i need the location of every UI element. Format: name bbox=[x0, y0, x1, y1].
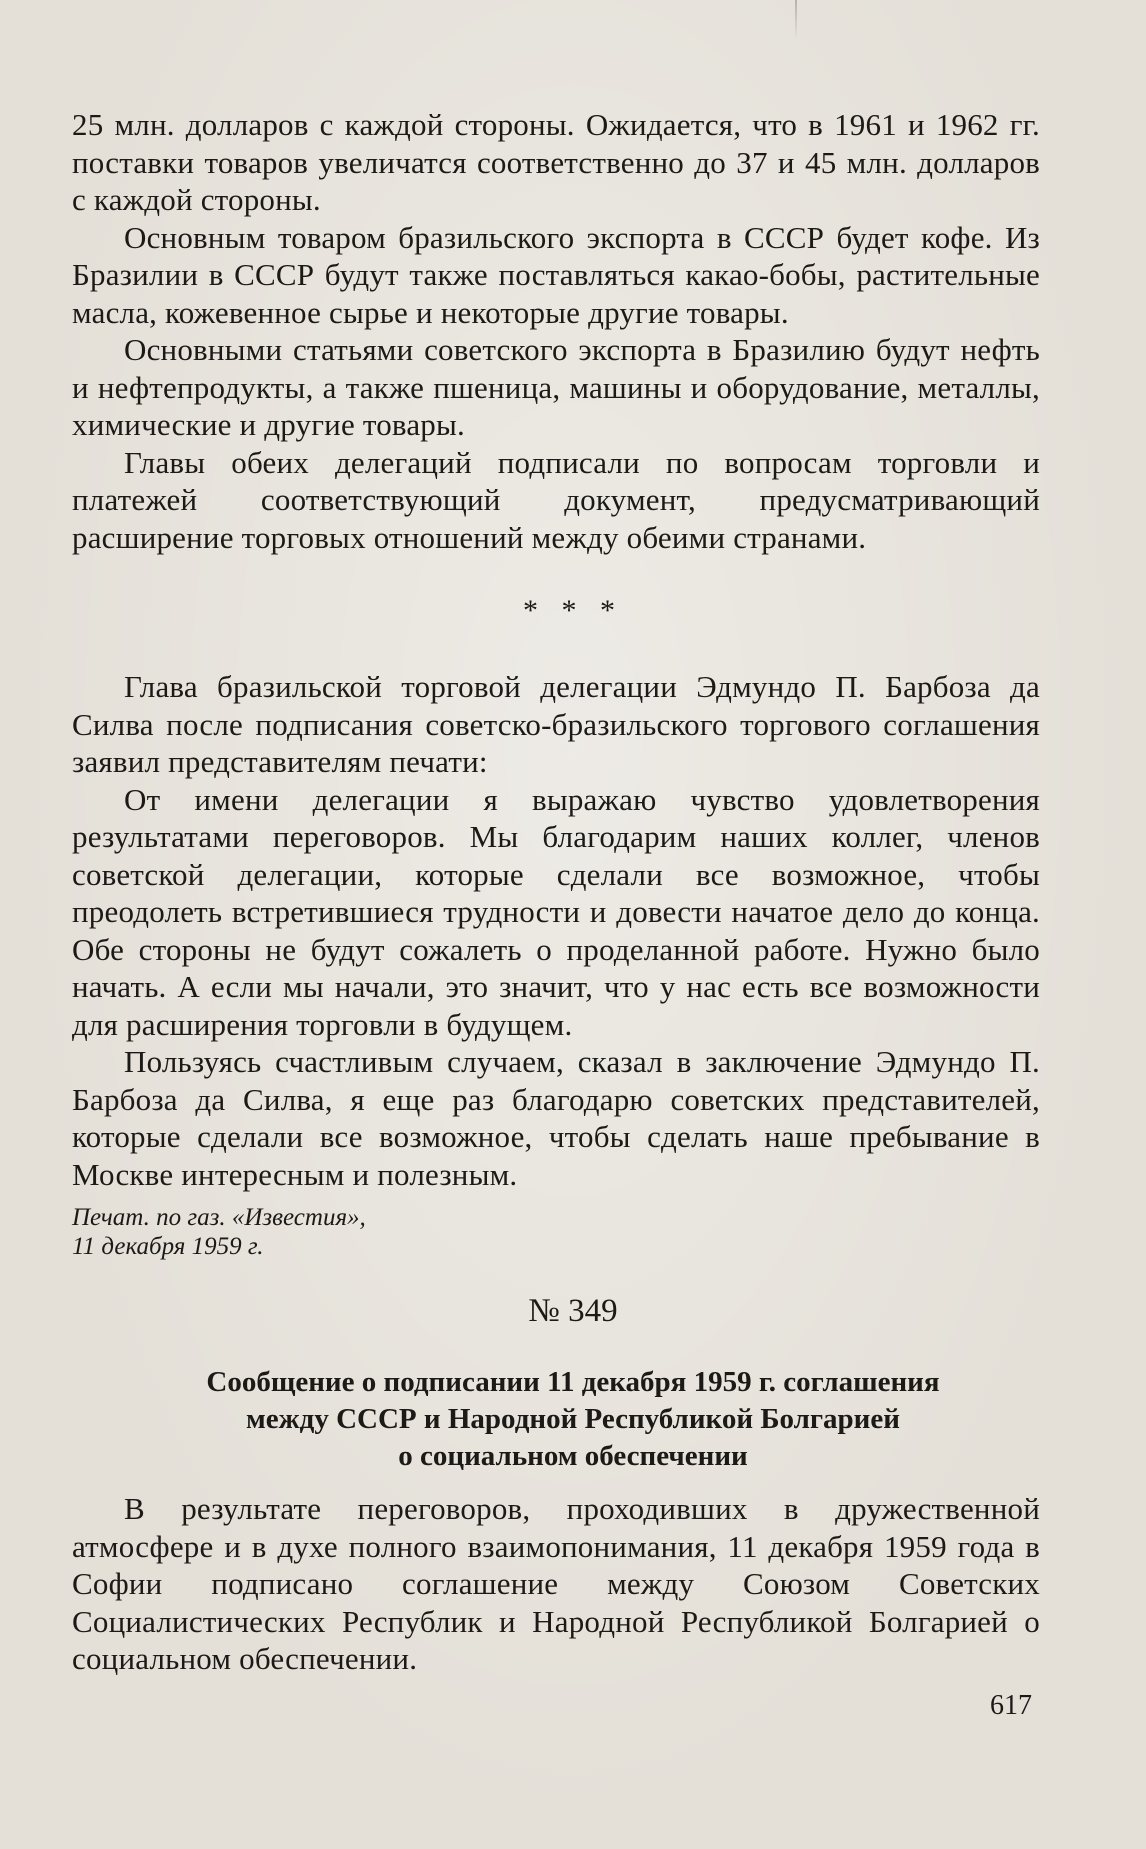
paragraph: Глава бразильской торговой делегации Эдмундо П. Барбоза да Силва после подписания советско-бразильского торгового соглашения заявил представителям печати: bbox=[72, 669, 1040, 779]
document-number: № 349 bbox=[528, 1293, 618, 1329]
paragraph: Главы обеих делегаций подписали по вопросам торговли и платежей соответствующий документ, предусматривающий расширение торговых отношений между обеими странами. bbox=[72, 444, 1040, 555]
source-citation bbox=[72, 1203, 366, 1261]
section-separator: * * * bbox=[523, 594, 623, 627]
document-title bbox=[90, 1364, 1056, 1475]
paragraph: Основным товаром бразильского экспорта в СССР будет кофе. Из Бразилии в СССР будут также поставляться какао-бобы, растительные масла, кожевенное сырье и некоторые другие товары. bbox=[72, 219, 1040, 330]
paragraph: В результате переговоров, проходивших в дружественной атмосфере и в духе полного взаимопонимания, 11 декабря 1959 года в Софии подписано соглашение между Союзом Советских Социалистических Республик и Народной Республикой Болгарией о социальном обеспечении. bbox=[72, 1491, 1040, 1676]
page-fold-mark bbox=[795, 0, 797, 40]
paragraph: 25 млн. долларов с каждой стороны. Ожидается, что в 1961 и 1962 гг. поставки товаров увеличатся соответственно до 37 и 45 млн. долларов с каждой стороны. bbox=[72, 107, 1040, 217]
source-date: 11 декабря 1959 г. bbox=[72, 1233, 264, 1260]
trade-agreement-text bbox=[72, 106, 1040, 556]
social-security-text bbox=[72, 1490, 1040, 1678]
page-number: 617 bbox=[990, 1690, 1032, 1721]
paragraph: Основными статьями советского экспорта в Бразилию будут нефть и нефтепродукты, а также пшеница, машины и оборудование, металлы, химические и другие товары. bbox=[72, 332, 1040, 442]
delegation-statement bbox=[72, 668, 1040, 1193]
paragraph: Пользуясь счастливым случаем, сказал в заключение Эдмундо П. Барбоза да Силва, я еще раз благодарю советских представителей, которые сделали все возможное, чтобы сделать наше пребывание в Москве интересным и полезным. bbox=[72, 1044, 1040, 1192]
source-line: Печат. по газ. «Известия», bbox=[72, 1204, 366, 1231]
title-line: Сообщение о подписании 11 декабря 1959 г. соглашения bbox=[206, 1366, 940, 1398]
title-line: между СССР и Народной Республикой Болгарией bbox=[246, 1403, 900, 1435]
title-line: о социальном обеспечении bbox=[398, 1440, 748, 1472]
paragraph: От имени делегации я выражаю чувство удовлетворения результатами переговоров. Мы благодарим наших коллег, членов советской делегации, которые сделали все возможное, чтобы преодолеть встретившиеся трудности и довести начатое дело до конца. Обе стороны не будут сожалеть о проделанной работе. Нужно было начать. А если мы начали, это значит, что у нас есть все возможности для расширения торговли в будущем. bbox=[72, 781, 1040, 1042]
